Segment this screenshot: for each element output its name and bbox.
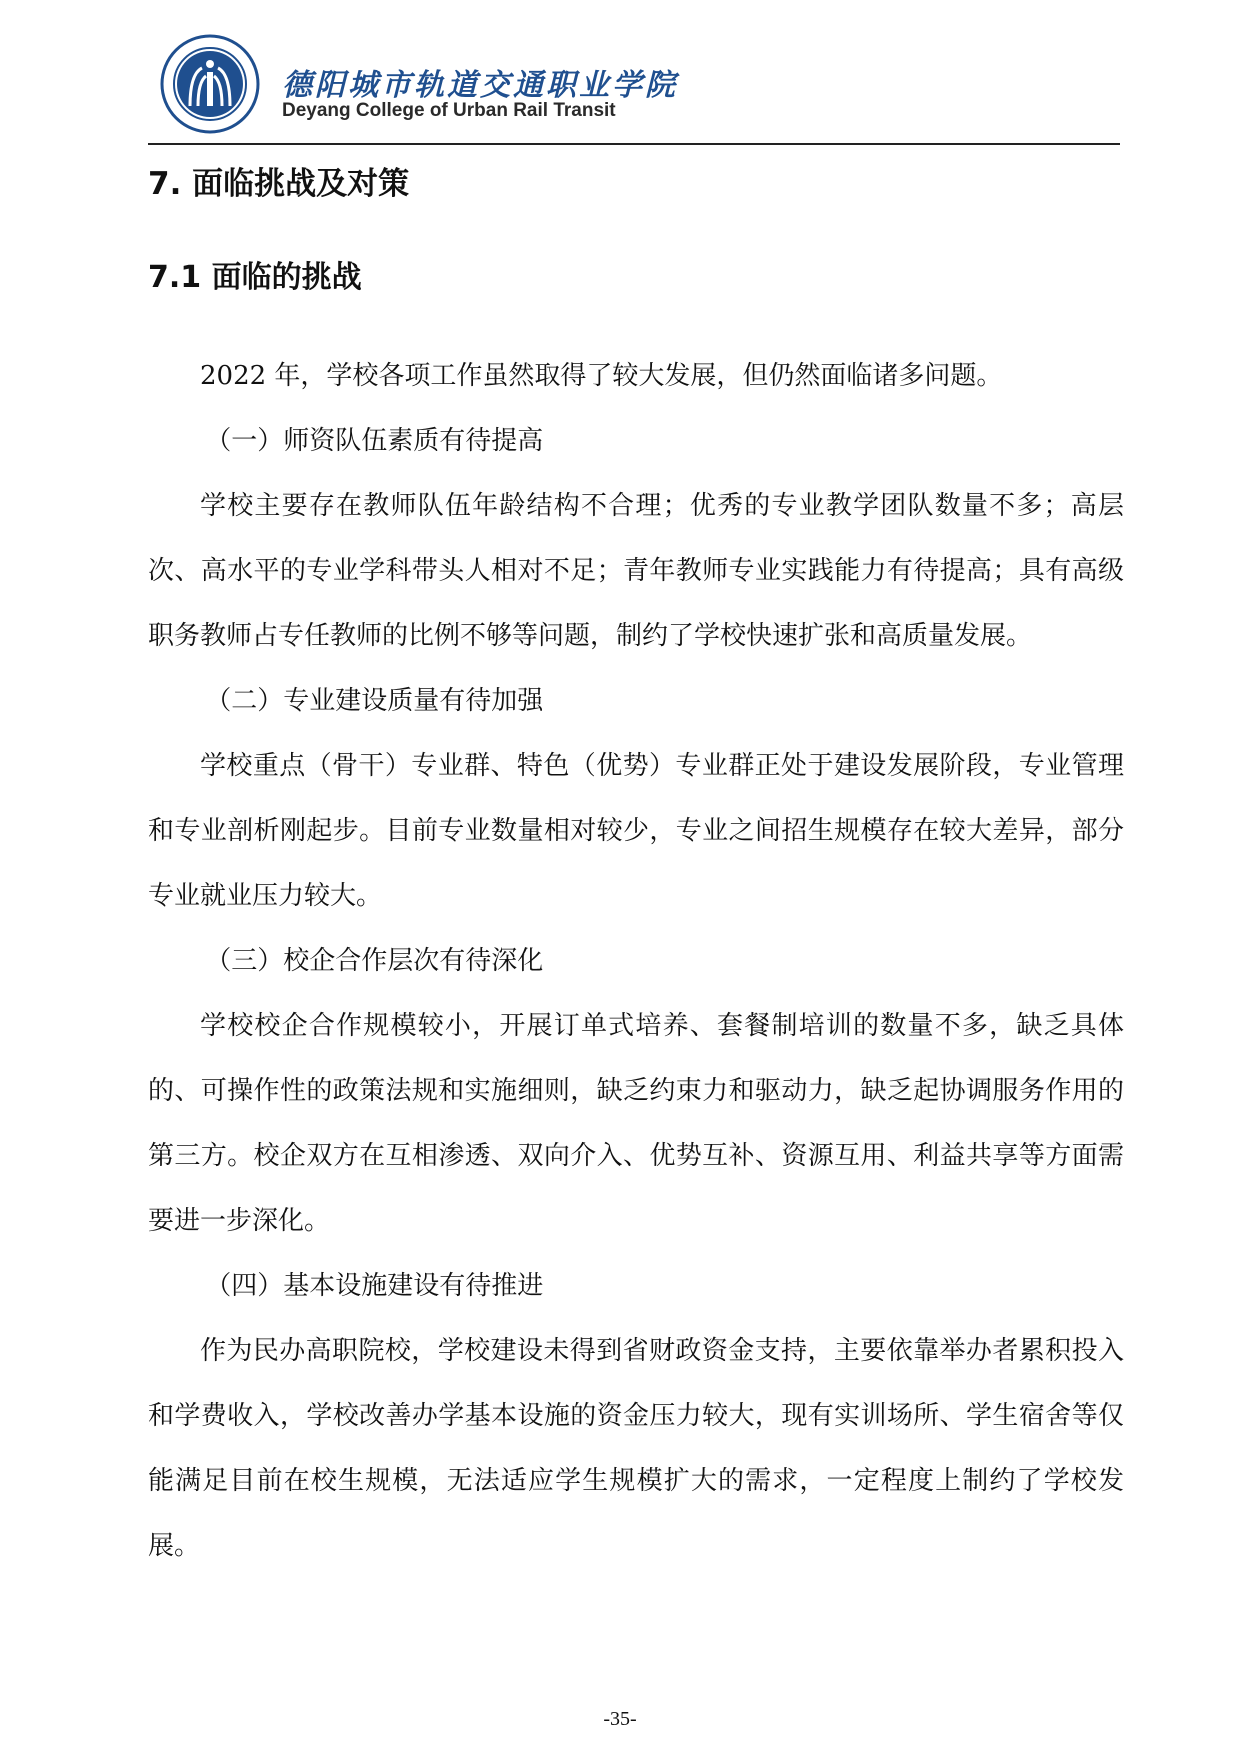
school-logo	[160, 34, 260, 134]
challenge-heading-1: （一）师资队伍素质有待提高	[205, 426, 544, 456]
intro-paragraph: 2022 年，学校各项工作虽然取得了较大发展，但仍然面临诸多问题。	[200, 361, 1003, 391]
challenge-paragraph-3: 学校校企合作规模较小，开展订单式培养、套餐制培训的数量不多，缺乏具体的、可操作性的政策法规和实施细则，缺乏约束力和驱动力，缺乏起协调服务作用的第三方。校企双方在互相渗透、双向介入、优势互补、资源互用、利益共享等方面需要进一步深化。	[148, 1011, 1124, 1236]
body-text	[148, 344, 1124, 1579]
challenge-heading-2: （二）专业建设质量有待加强	[205, 686, 544, 716]
page-number: -35-	[603, 1708, 637, 1730]
challenge-paragraph-1: 学校主要存在教师队伍年龄结构不合理；优秀的专业教学团队数量不多；高层次、高水平的专业学科带头人相对不足；青年教师专业实践能力有待提高；具有高级职务教师占专任教师的比例不够等问题，制约了学校快速扩张和高质量发展。	[148, 491, 1124, 651]
challenge-heading-3: （三）校企合作层次有待深化	[205, 946, 544, 976]
school-name-english: Deyang College of Urban Rail Transit	[282, 100, 616, 121]
subsection-heading: 7.1 面临的挑战	[148, 260, 362, 295]
section-heading: 7. 面临挑战及对策	[148, 166, 410, 202]
challenge-heading-4: （四）基本设施建设有待推进	[205, 1271, 544, 1301]
challenge-paragraph-4: 作为民办高职院校，学校建设未得到省财政资金支持，主要依靠举办者累积投入和学费收入，学校改善办学基本设施的资金压力较大，现有实训场所、学生宿舍等仅能满足目前在校生规模，无法适应学生规模扩大的需求，一定程度上制约了学校发展。	[148, 1336, 1124, 1561]
page-header	[150, 30, 1120, 142]
challenge-paragraph-2: 学校重点（骨干）专业群、特色（优势）专业群正处于建设发展阶段，专业管理和专业剖析刚起步。目前专业数量相对较少，专业之间招生规模存在较大差异，部分专业就业压力较大。	[148, 751, 1124, 911]
school-name-chinese: 德阳城市轨道交通职业学院	[282, 68, 678, 103]
header-divider	[148, 143, 1120, 145]
